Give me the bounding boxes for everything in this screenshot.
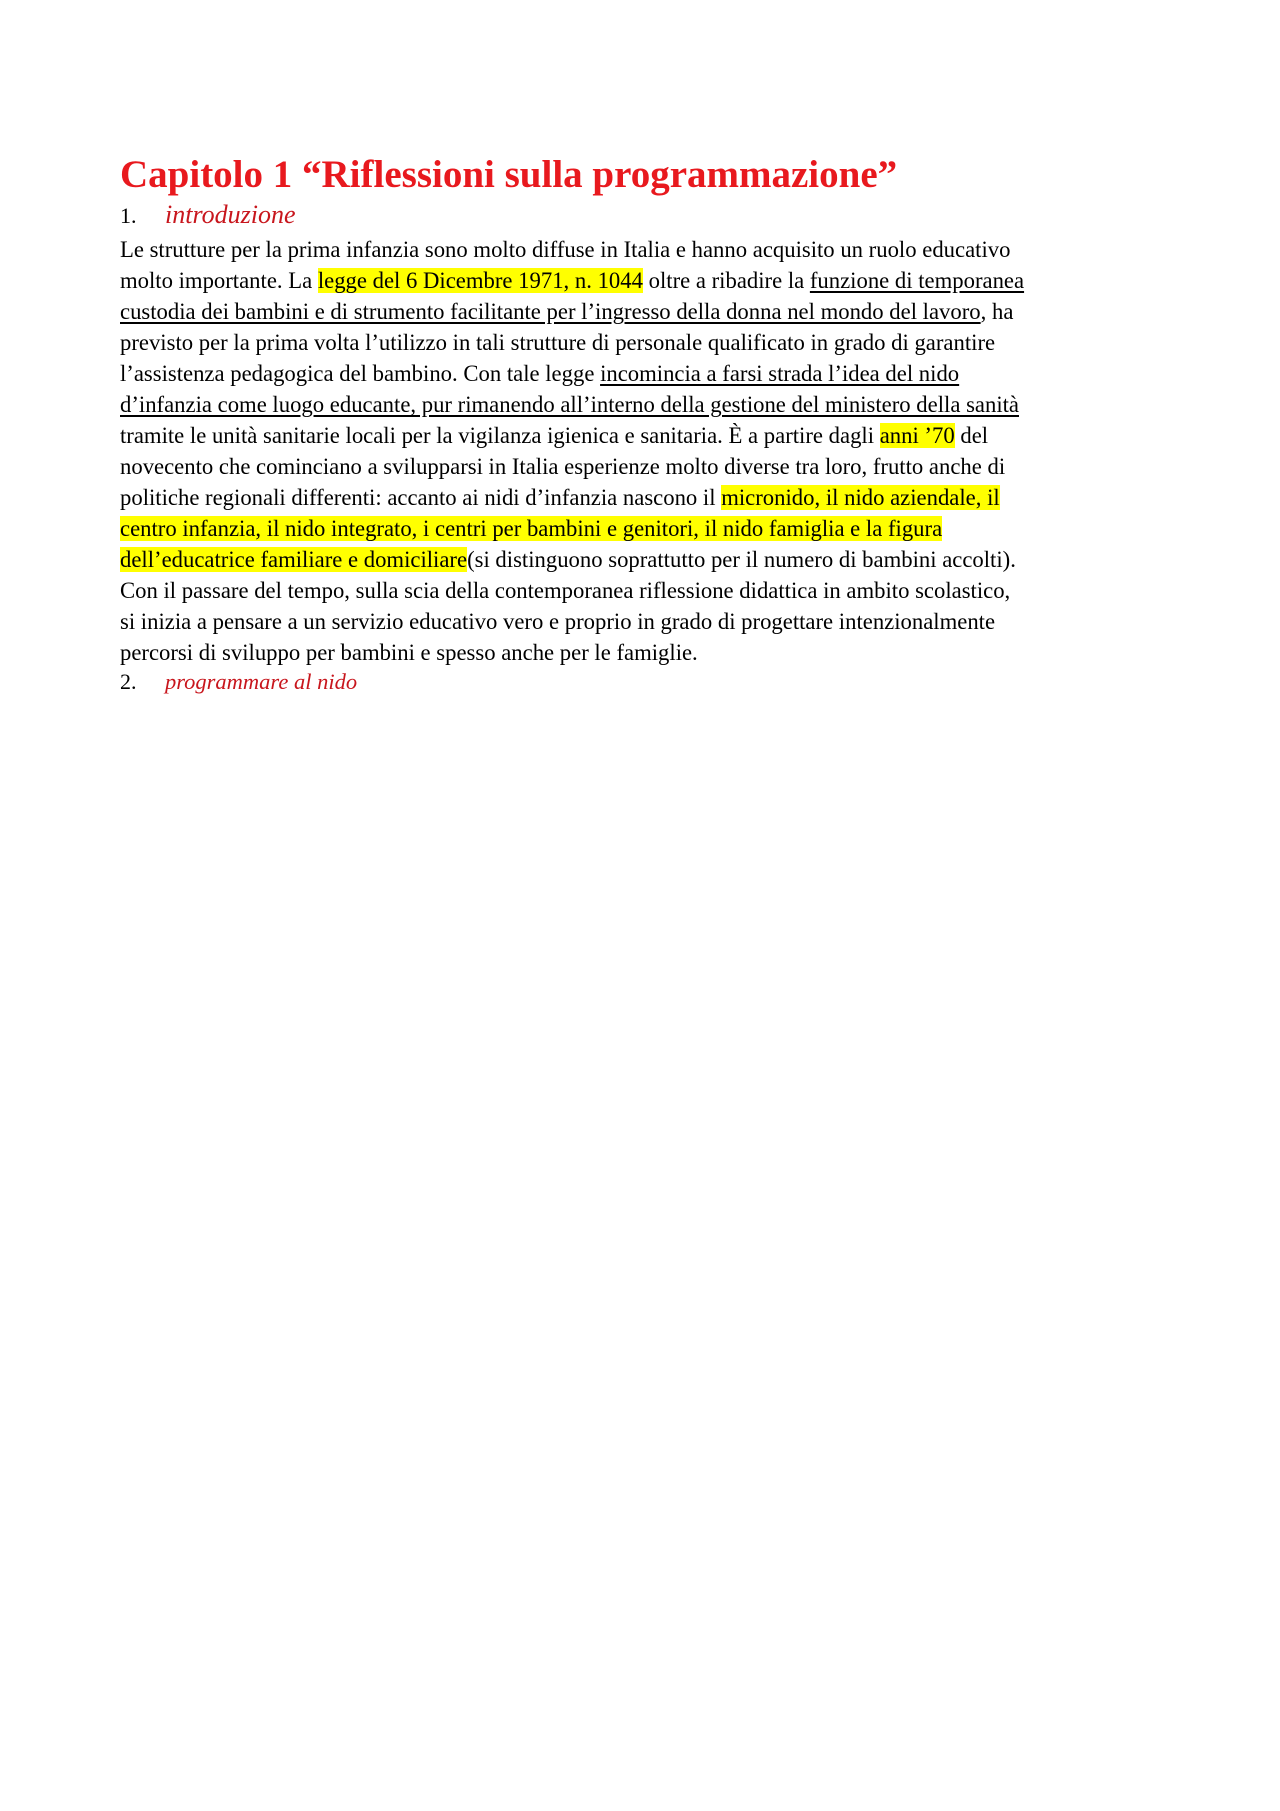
text-run: novecento che cominciano a svilupparsi in Italia esperienze molto diverse tra loro, frutto anche di [120,454,1006,479]
underlined-text: funzione di temporanea [809,268,1025,293]
text-line [120,420,1160,451]
section-number: 2. [120,669,137,694]
text-line [120,637,1160,668]
section-heading-programmare [120,669,1160,699]
text-line [120,234,1160,265]
text-line [120,327,1160,358]
text-run: , ha [980,299,1014,324]
text-run: previsto per la prima volta l’utilizzo in tali strutture di personale qualificato in grado di garantire [120,330,996,355]
text-run: Con il passare del tempo, sulla scia della contemporanea riflessione didattica in ambito scolastico, [120,578,1011,603]
text-line [120,544,1160,575]
text-run: (si distinguono soprattutto per il numero di bambini accolti). [467,547,1016,572]
chapter-title: Capitolo 1 “Riflessioni sulla programmazione” [120,153,898,196]
text-run: percorsi di sviluppo per bambini e spesso anche per le famiglie. [120,640,698,665]
text-line [120,575,1160,606]
section-title: introduzione [165,200,296,229]
document-page [120,150,1160,699]
text-run: politiche regionali differenti: accanto ai nidi d’infanzia nascono il [120,485,722,510]
text-line [120,513,1160,544]
text-run: oltre a ribadire la [642,268,810,293]
underlined-text: d’infanzia come luogo educante, pur rimanendo all’interno della gestione del ministero della sanità [120,392,1019,417]
section-number: 1. [120,203,137,228]
text-run: molto importante. La [120,268,318,293]
highlighted-text: anni ’70 [879,423,955,448]
section-title: programmare al nido [165,669,358,694]
text-line [120,296,1160,327]
text-run: tramite le unità sanitarie locali per la vigilanza igienica e sanitaria. È a partire dagli [120,423,880,448]
body-paragraph [120,234,1160,668]
highlighted-text: centro infanzia, il nido integrato, i centri per bambini e genitori, il nido famiglia e la figura [120,516,943,541]
highlighted-text: dell’educatrice familiare e domiciliare [120,547,468,572]
section-heading-introduzione [120,200,1160,234]
text-line [120,265,1160,296]
highlighted-text: legge del 6 Dicembre 1971, n. 1044 [317,268,643,293]
text-line [120,451,1160,482]
text-run: l’assistenza pedagogica del bambino. Con tale legge [120,361,601,386]
underlined-text: custodia dei bambini e di strumento facilitante per l’ingresso della donna nel mondo del lavoro [120,299,981,324]
text-run: del [954,423,989,448]
text-run: Le strutture per la prima infanzia sono molto diffuse in Italia e hanno acquisito un ruolo educativo [120,237,1011,262]
text-line [120,606,1160,637]
text-run: si inizia a pensare a un servizio educativo vero e proprio in grado di progettare intenzionalmente [120,609,996,634]
text-line [120,389,1160,420]
highlighted-text: micronido, il nido aziendale, il [721,485,1000,510]
text-line [120,358,1160,389]
text-line [120,482,1160,513]
underlined-text: incomincia a farsi strada l’idea del nido [600,361,960,386]
